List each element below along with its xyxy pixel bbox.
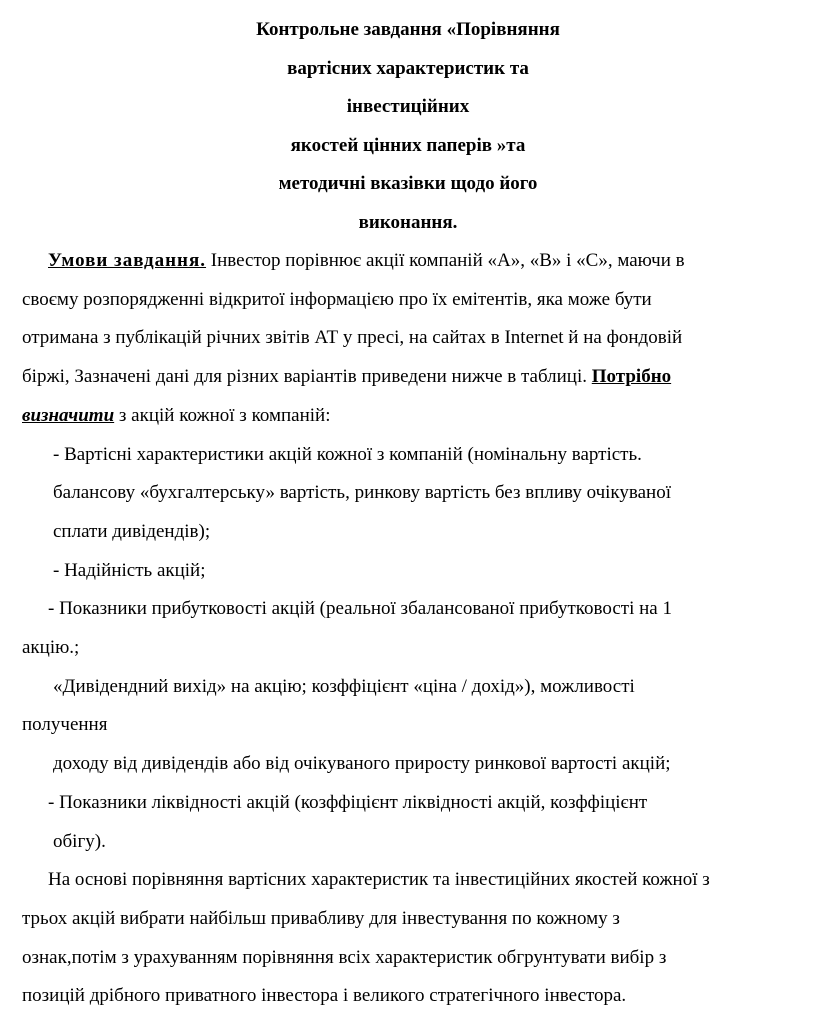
conditions-line — [22, 397, 794, 436]
title-line: якостей цінних паперів »та — [290, 134, 526, 156]
conditions-line: отримана з публікацій річних звітів АТ у пресі, на сайтах в Internet й на фондовій — [22, 327, 683, 349]
conditions-line — [22, 358, 794, 397]
list-line: - Показники прибутковості акцій (реальної збалансованої прибутковості на 1 — [48, 598, 672, 620]
final-line: позицій дрібного приватного інвестора і великого стратегічного інвестора. — [22, 985, 627, 1007]
conditions-text: Інвестор порівнює акції компаній «А», «В» і «С», маючи в — [206, 250, 685, 271]
title-line: методичні вказівки щодо його — [278, 173, 538, 194]
list-line: - Вартісні характеристики акцій кожної з компаній (номінальну вартість. — [53, 443, 642, 465]
final-line: На основі порівняння вартісних характеристик та інвестиційних якостей кожної з — [48, 869, 710, 891]
title-line: Контрольне завдання «Порівняння — [256, 19, 560, 40]
title-line: вартісних характеристик та — [287, 57, 529, 79]
conditions-text: біржі, Зазначені дані для різних варіантів приведени нижче в таблиці. — [22, 366, 592, 388]
list-line: - Показники ліквідності акцій (козффіцієнт ліквідності акцій, козффіцієнт — [48, 791, 648, 813]
list-line: получення — [22, 714, 108, 736]
list-line: обігу). — [53, 830, 106, 852]
list-line: акцію.; — [22, 637, 80, 659]
conditions-text: з акцій кожної з компаній: — [114, 404, 331, 426]
final-line: трьох акцій вибрати найбільш привабливу для інвестування по кожному з — [22, 907, 620, 929]
required-label-part1: Потрібно — [591, 366, 672, 388]
list-line: «Дивідендний вихід» на акцію; козффіцієнт «ціна / дохід»), можливості — [53, 675, 635, 697]
list-line: доходу від дивідендів або від очікуваного приросту ринкової вартості акцій; — [53, 753, 671, 775]
final-line: ознак,потім з урахуванням порівняння всіх характеристик обгрунтувати вибір з — [22, 946, 667, 968]
conditions-line — [22, 242, 794, 281]
title-line: виконання. — [358, 211, 458, 233]
document-body — [0, 242, 816, 1016]
title-line: інвестиційних — [346, 96, 470, 117]
required-label-part2: визначити — [22, 404, 115, 426]
list-line: балансову «бухгалтерську» вартість, ринкову вартість без впливу очікуваної — [53, 482, 671, 504]
list-line: сплати дивідендів); — [53, 520, 211, 542]
document-title — [0, 0, 816, 242]
conditions-line: своєму розпорядженні відкритої інформацією про їх емітентів, яка може бути — [22, 288, 652, 310]
list-line: - Надійність акцій; — [53, 559, 206, 581]
conditions-label: Умови завдання. — [48, 250, 207, 271]
